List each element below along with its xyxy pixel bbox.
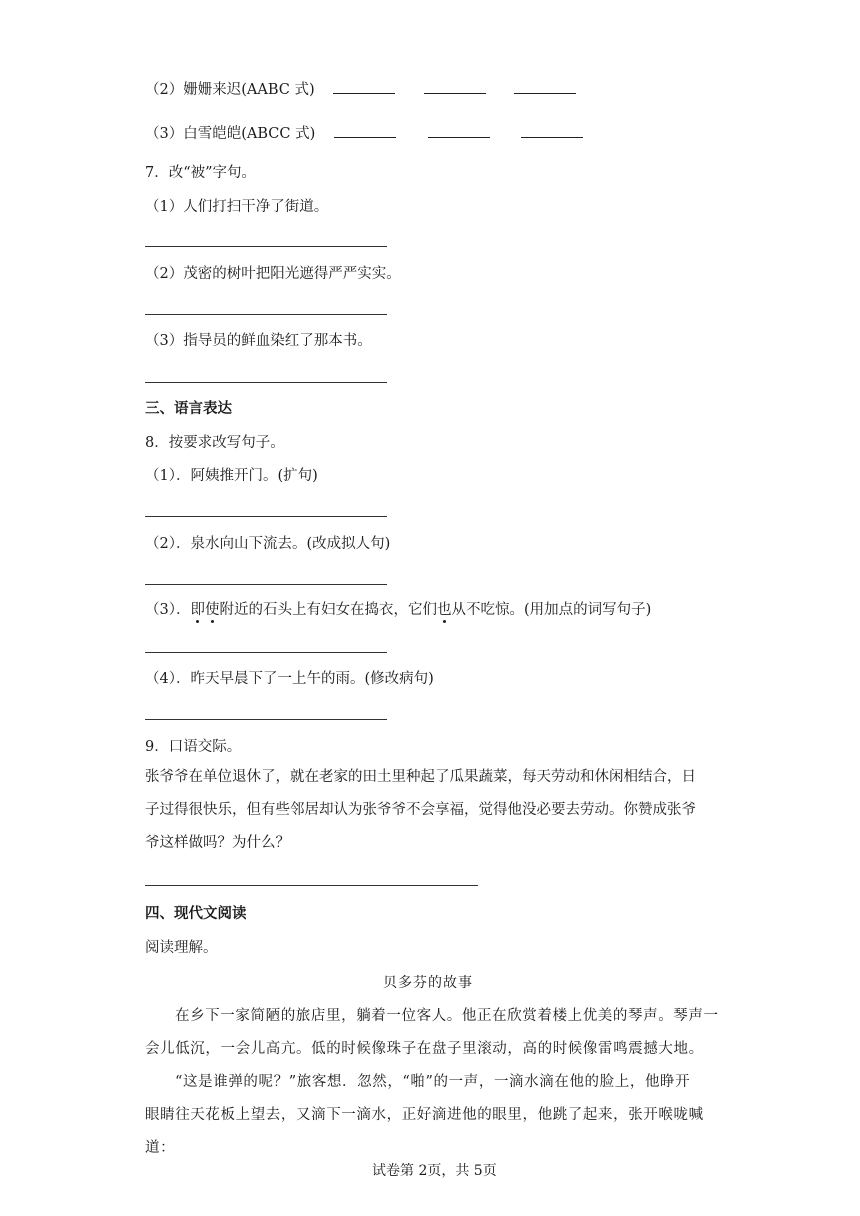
passage-paragraph [145,1066,725,1165]
q9-body-line: 张爷爷在单位退休了，就在老家的田土里种起了瓜果蔬菜，每天劳动和休闲相结合，日 [145,769,696,785]
answer-blank[interactable] [333,79,395,94]
answer-line[interactable] [145,885,478,886]
answer-line[interactable] [145,516,387,517]
q8-item-3-prefix: （3）． [145,602,191,618]
answer-blank[interactable] [514,79,576,94]
q8-item-3-suffix: 从不吃惊。(用加点的词写句子) [451,602,652,618]
answer-line[interactable] [145,314,387,315]
q9-body [145,761,725,860]
q8-item-1: （1）．阿姨推开门。(扩句) [145,468,318,484]
dotted-char: 也 [436,602,452,618]
passage-line: 眼睛往天花板上望去，又滴下一滴水，正好滴进他的眼里，他跳了起来，张开喉咙喊道： [145,1107,704,1156]
answer-blank[interactable] [428,123,490,138]
q8-item-4: （4）．昨天早晨下了一上午的雨。(修改病句) [145,671,434,687]
q8-title: 8．按要求改写句子。 [145,435,285,451]
q6-item-2 [145,79,576,100]
page-footer: 试卷第 2页，共 5页 [372,1163,497,1179]
answer-blank[interactable] [424,79,486,94]
passage-line: 在乡下一家简陋的旅店里，躺着一位客人。他正在欣赏着楼上优美的琴声。琴声一 [175,1008,719,1024]
q7-title: 7．改“被”字句。 [145,165,257,181]
q6-item-2-label: （2）姗姗来迟(AABC 式) [145,82,315,98]
answer-line[interactable] [145,652,387,653]
section-heading-3: 三、语言表达 [145,400,232,417]
reading-instruction: 阅读理解。 [145,940,218,956]
q8-item-3-middle: 附近的石头上有妇女在捣衣，它们 [219,602,437,618]
answer-blank[interactable] [334,123,396,138]
q8-item-3 [145,600,651,620]
answer-line[interactable] [145,382,387,383]
q7-item-2: （2）茂密的树叶把阳光遮得严严实实。 [145,266,401,282]
q7-item-3: （3）指导员的鲜血染红了那本书。 [145,333,372,349]
q9-body-line: 子过得很快乐，但有些邻居却认为张爷爷不会享福，觉得他没必要去劳动。你赞成张爷 [145,802,696,818]
answer-line[interactable] [145,584,387,585]
q8-item-2: （2）．泉水向山下流去。(改成拟人句) [145,536,391,552]
q7-item-1: （1）人们打扫干净了街道。 [145,199,329,215]
passage-paragraph [145,1000,725,1066]
answer-line[interactable] [145,246,387,247]
q9-title: 9．口语交际。 [145,739,242,755]
dotted-char: 即 [190,602,205,618]
passage-line: 会儿低沉，一会儿高亢。低的时候像珠子在盘子里滚动，高的时候像雷鸣震撼大地。 [145,1041,704,1057]
passage-title: 贝多芬的故事 [383,975,473,991]
q9-body-line: 爷这样做吗？为什么？ [145,835,290,851]
answer-line[interactable] [145,719,387,720]
passage-line: “这是谁弹的呢？”旅客想．忽然，“啪”的一声，一滴水滴在他的脸上，他睁开 [175,1074,691,1090]
section-heading-4: 四、现代文阅读 [145,905,247,922]
q6-item-3-label: （3）白雪皑皑(ABCC 式) [145,126,316,142]
dotted-char: 使 [204,602,220,618]
q6-item-3 [145,123,583,144]
answer-blank[interactable] [521,123,583,138]
